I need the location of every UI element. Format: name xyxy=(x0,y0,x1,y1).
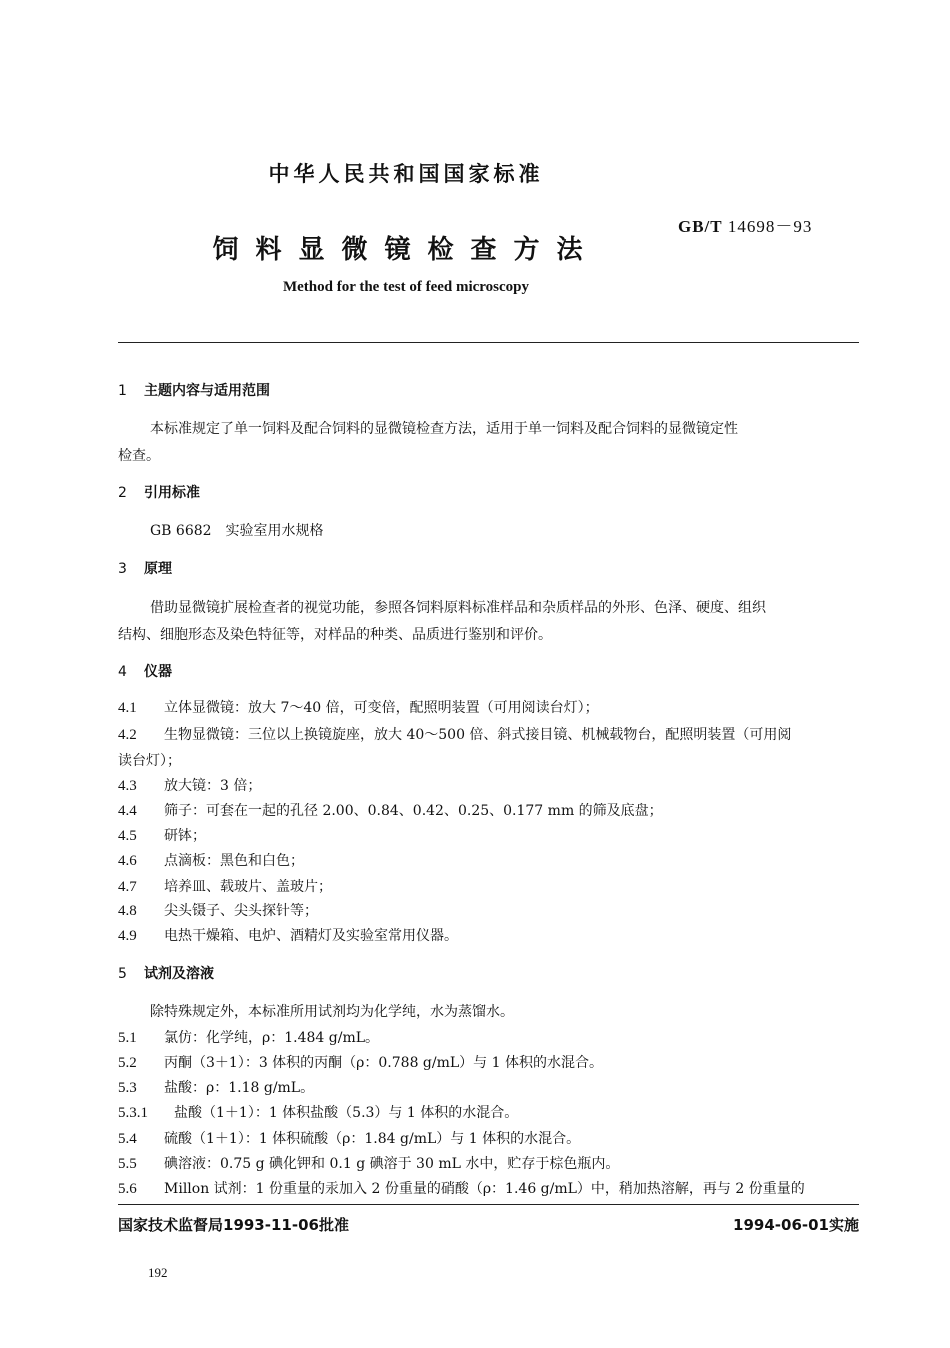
document-title-cn: 饲料显微镜检查方法 xyxy=(212,235,600,265)
footer-divider xyxy=(118,1204,859,1205)
list-item: 5.2 丙酮（3＋1）：3 体积的丙酮（ρ：0.788 g/mL）与 1 体积的水混合。 xyxy=(118,1055,603,1071)
section-1-text-line-2: 检查。 xyxy=(118,448,160,464)
list-item: 4.7 培养皿、载玻片、盖玻片； xyxy=(118,879,332,895)
section-heading-4: 4 仪器 xyxy=(118,664,172,680)
section-heading-3: 3 原理 xyxy=(118,561,172,577)
list-item: 4.3 放大镜：3 倍； xyxy=(118,778,262,794)
list-item: 4.9 电热干燥箱、电炉、酒精灯及实验室常用仪器。 xyxy=(118,928,458,944)
list-item: 5.3 盐酸：ρ：1.18 g/mL。 xyxy=(118,1080,315,1096)
issuing-authority: 中华人民共和国国家标准 xyxy=(268,162,544,186)
approval-date: 国家技术监督局1993-11-06批准 xyxy=(118,1216,349,1234)
section-heading-1: 1 主题内容与适用范围 xyxy=(118,383,270,399)
list-item: 5.6 Millon 试剂：1 份重量的汞加入 2 份重量的硝酸（ρ：1.46 g/mL）中，稍加热溶解，再与 2 份重量的 xyxy=(118,1181,805,1197)
implementation-date: 1994-06-01实施 xyxy=(733,1216,859,1234)
referenced-standard: GB 6682 实验室用水规格 xyxy=(150,523,324,539)
section-heading-5: 5 试剂及溶液 xyxy=(118,966,214,982)
list-item: 4.4 筛子：可套在一起的孔径 2.00、0.84、0.42、0.25、0.177 mm 的筛及底盘； xyxy=(118,803,663,819)
list-item: 5.1 氯仿：化学纯，ρ：1.484 g/mL。 xyxy=(118,1030,380,1046)
list-item: 5.3.1 盐酸（1＋1）：1 体积盐酸（5.3）与 1 体积的水混合。 xyxy=(118,1105,519,1121)
document-title-en: Method for the test of feed microscopy xyxy=(282,279,530,295)
section-3-text-line-1: 借助显微镜扩展检查者的视觉功能，参照各饲料原料标准样品和杂质样品的外形、色泽、硬度、组织 xyxy=(150,600,766,616)
list-item: 4.2 生物显微镜：三位以上换镜旋座，放大 40～500 倍、斜式接目镜、机械载物台，配照明装置（可用阅 xyxy=(118,727,792,743)
list-item: 5.5 碘溶液：0.75 g 碘化钾和 0.1 g 碘溶于 30 mL 水中，贮存于棕色瓶内。 xyxy=(118,1156,620,1172)
header-divider xyxy=(118,342,859,343)
section-1-text-line-1: 本标准规定了单一饲料及配合饲料的显微镜检查方法，适用于单一饲料及配合饲料的显微镜定性 xyxy=(150,421,738,437)
list-item: 4.5 研钵； xyxy=(118,828,206,844)
list-item: 4.6 点滴板：黑色和白色； xyxy=(118,853,304,869)
list-item: 4.1 立体显微镜：放大 7～40 倍，可变倍，配照明装置（可用阅读台灯）； xyxy=(118,700,599,716)
section-5-intro: 除特殊规定外，本标准所用试剂均为化学纯，水为蒸馏水。 xyxy=(150,1004,514,1020)
section-heading-2: 2 引用标准 xyxy=(118,485,200,501)
list-item: 4.8 尖头镊子、尖头探针等； xyxy=(118,903,318,919)
list-item-continuation: 读台灯）； xyxy=(118,753,181,769)
standard-number: GB/T 14698－93 xyxy=(678,217,813,236)
page-number: 192 xyxy=(148,1265,168,1280)
list-item: 5.4 硫酸（1＋1）：1 体积硫酸（ρ：1.84 g/mL）与 1 体积的水混合。 xyxy=(118,1131,581,1147)
section-3-text-line-2: 结构、细胞形态及染色特征等，对样品的种类、品质进行鉴别和评价。 xyxy=(118,627,552,643)
